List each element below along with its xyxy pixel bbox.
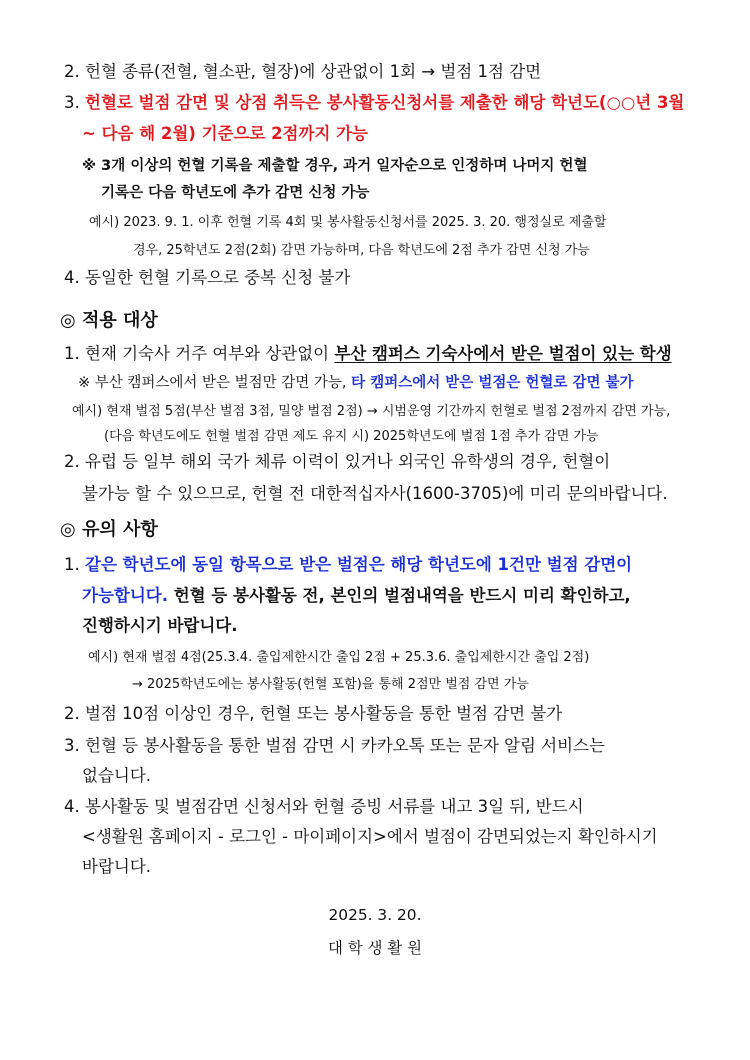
item-number: 4. <box>64 797 80 816</box>
note-text: ※ 부산 캠퍼스에서 받은 벌점만 감면 가능, <box>78 375 352 391</box>
document-date: 2025. 3. 20. <box>328 906 422 924</box>
item-text: 봉사활동 및 벌점감면 신청서와 헌혈 증빙 서류를 내고 3일 뒤, 반드시 <box>85 797 584 816</box>
item-text: 동일한 헌혈 기록으로 중복 신청 불가 <box>85 268 351 287</box>
list-item-4 <box>64 270 350 287</box>
item-text-underlined: 부산 캠퍼스 기숙사에서 받은 벌점이 있는 학생 <box>334 344 672 363</box>
caution-item-1-line-3: 진행하시기 바랍니다. <box>82 616 238 635</box>
item-text: 유럽 등 일부 해외 국가 체류 이력이 있거나 외국인 유학생의 경우, 헌혈이 <box>85 452 611 471</box>
item-number: 4. <box>64 268 80 287</box>
target-item-2 <box>64 454 610 471</box>
item-text-bold: 헌혈 등 봉사활동 전, 본인의 벌점내역을 반드시 미리 확인하고, <box>167 586 631 605</box>
item-text: 현재 기숙사 거주 여부와 상관없이 <box>85 344 335 363</box>
item-number: 2. <box>64 704 80 723</box>
caution-example-line-2: → 2025학년도에는 봉사활동(헌혈 포함)을 통해 2점만 벌점 감면 가능 <box>132 677 529 692</box>
item-number: 1. <box>64 344 80 363</box>
example-line-2: 경우, 25학년도 2점(2회) 감면 가능하며, 다음 학년도에 2점 추가 감면 신청 가능 <box>133 243 590 258</box>
target-example-line-2: (다음 학년도에도 헌혈 벌점 감면 제도 유지 시) 2025학년도에 벌점 1점 추가 감면 가능 <box>104 429 599 444</box>
note-line-2: 기록은 다음 학년도에 추가 감면 신청 가능 <box>101 185 370 201</box>
item-number: 3. <box>64 736 80 755</box>
item-number: 2. <box>64 452 80 471</box>
item-number: 2. <box>64 62 80 81</box>
list-item-3 <box>64 95 684 112</box>
section-title-caution: ◎ 유의 사항 <box>60 519 158 540</box>
section-title-target: ◎ 적용 대상 <box>60 310 158 331</box>
item-text-blue: 가능합니다. <box>82 586 168 605</box>
item-number: 1. <box>64 555 80 574</box>
caution-item-4-line-2: <생활원 홈페이지 - 로그인 - 마이페이지>에서 벌점이 감면되었는지 확인하시기 <box>82 827 658 846</box>
caution-item-4-line-3: 바랍니다. <box>82 857 152 876</box>
target-item-1 <box>64 346 672 363</box>
item-text-red: 헌혈로 벌점 감면 및 상점 취득은 봉사활동신청서를 제출한 해당 학년도(○○년 3월 <box>85 93 685 112</box>
target-note <box>78 376 634 391</box>
target-example-line-1: 예시) 현재 벌점 5점(부산 벌점 3점, 밀양 벌점 2점) → 시범운영 기간까지 헌혈로 벌점 2점까지 감면 가능, <box>72 404 671 419</box>
caution-item-1-line-2 <box>82 588 631 605</box>
issuing-organization: 대 학 생 활 원 <box>328 939 422 957</box>
item-text: 헌혈 종류(전혈, 혈소판, 혈장)에 상관없이 1회 → 벌점 1점 감면 <box>85 62 542 81</box>
caution-example-line-1: 예시) 현재 벌점 4점(25.3.4. 출입제한시간 출입 2점 + 25.3.6. 출입제한시간 출입 2점) <box>88 650 590 665</box>
caution-item-4 <box>64 799 584 816</box>
target-item-2-continued: 불가능 할 수 있으므로, 헌혈 전 대한적십자사(1600-3705)에 미리 문의바랍니다. <box>82 484 668 503</box>
caution-item-2 <box>64 706 562 723</box>
item-text-blue: 같은 학년도에 동일 항목으로 받은 벌점은 해당 학년도에 1건만 벌점 감면이 <box>85 555 633 574</box>
caution-item-1 <box>64 557 632 574</box>
list-item-2 <box>64 64 541 81</box>
note-line-1 <box>82 159 587 174</box>
item-number: 3. <box>64 93 80 112</box>
item-text: 벌점 10점 이상인 경우, 헌혈 또는 봉사활동을 통한 벌점 감면 불가 <box>85 704 563 723</box>
list-item-3-continued: ~ 다음 해 2월) 기준으로 2점까지 가능 <box>82 124 369 143</box>
example-line-1: 예시) 2023. 9. 1. 이후 헌혈 기록 4회 및 봉사활동신청서를 2025. 3. 20. 행정실로 제출할 <box>89 215 607 230</box>
caution-item-3-continued: 없습니다. <box>82 766 152 785</box>
caution-item-3 <box>64 738 605 755</box>
note-text: 3개 이상의 헌혈 기록을 제출할 경우, 과거 일자순으로 인정하며 나머지 헌혈 <box>101 158 588 174</box>
note-mark: ※ <box>82 158 97 174</box>
note-text-blue: 타 캠퍼스에서 받은 벌점은 헌혈로 감면 불가 <box>351 375 634 391</box>
item-text: 헌혈 등 봉사활동을 통한 벌점 감면 시 카카오톡 또는 문자 알림 서비스는 <box>85 736 605 755</box>
